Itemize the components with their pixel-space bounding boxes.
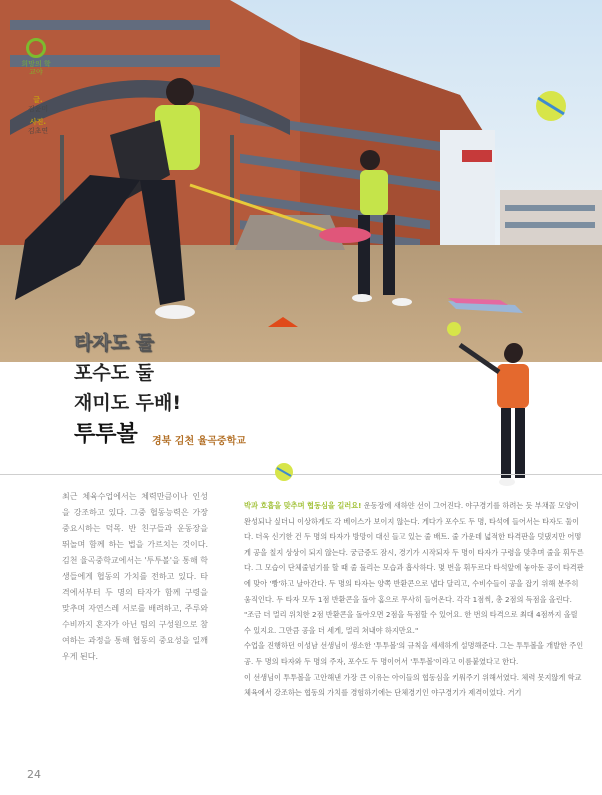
writer-name: 김윤미 [27,105,49,113]
body-paragraph-3: 이 선생님이 투투볼을 고안해낸 가장 큰 이유는 아이들의 협동심을 키워주기 위해서였다. 체력 못지않게 학교체육에서 강조하는 협동의 가치를 경험하기에는 단체경기인 야구경기가 제격이었다. 거기 [244,672,582,698]
photographer-name: 김초연 [27,127,49,135]
badge-ring-icon [26,38,46,58]
subheading: 박과 호흡을 맞추며 협동심을 길러요! [244,501,362,510]
hero-photo [0,0,602,362]
writer-label: 글. [33,96,43,104]
page-number: 24 [27,768,41,781]
tutuball-icon [274,462,294,482]
title-main: 투투볼 [74,422,138,447]
section-divider [0,474,602,475]
throwing-student-figure [455,340,545,490]
teacher-quote: "조금 더 멀리 위치한 2점 반환콘을 돌아오면 2점을 득점할 수 있어요. 한 번의 타격으로 최대 4점까지 올릴 수 있지요. 그만큼 공을 더 세게, 멀리 쳐내야 하지만요." [244,610,578,635]
credits [22,96,54,136]
intro-paragraph: 최근 체육수업에서는 체력만큼이나 인성을 강조하고 있다. 그중 협동능력은 가장 중요시하는 덕목. 반 친구들과 운동장을 뛰놀며 함께 하는 법을 가르치는 것이다. 김천 율곡중학교에서는 '투투볼'을 통해 학생들에게 협동의 가치를 전하고 있다. 타격에서부터 두 명의 타자가 함께 구령을 맞추며 자연스레 서로를 배려하고, 주루와 수비까지 혼자가 아닌 팀의 구성원으로 참여하는 과정을 통해 협동의 중요성을 일깨우게 된다. [62,492,208,661]
article-body [244,498,584,701]
body-text-1: 운동장에 새하얀 선이 그어진다. 야구경기를 하려는 듯 부채꼴 모양이 완성되나 싶더니 이상하게도 각 베이스가 보이지 않는다. 게다가 포수도 두 명, 타석에 들어서는 타자도 둘이다. 더욱 신기한 건 두 명의 타자가 방망이 대신 들고 있는 줄 배트. 줄 가운데 넓적한 타격판을 덧댔지만 어떻게 공을 칠지 상상이 되지 않는다. 궁금증도 잠시, 경기가 시작되자 두 명이 타자가 구령을 맞추며 줄을 휘두른다. 그 모습이 단체줄넘기를 할 때 줄 돌리는 모습과 흡사하다. 몇 번을 휘두르다 타석앞에 놓아둔 공이 타격판에 맞아 '빵'하고 날아간다. 두 명의 타자는 양쪽 반환콘으로 냅다 달리고, 수비수들이 공을 잡기 위해 분주히 움직인다. 두 타자 모두 1점 반환콘을 돌아 홈으로 무사히 들어온다. 각각 1점씩, 총 2점의 득점을 올린다. [244,501,584,604]
schoolyard-illustration [0,0,602,362]
school-name: 경북 김천 율곡중학교 [152,436,246,447]
photo-label: 사진. [29,118,47,126]
badge-label: 희망의 학교야 [21,60,51,76]
body-paragraph-2: 수업을 진행하던 이성남 선생님이 생소한 '투투볼'의 규칙을 세세하게 설명해준다. 그는 투투볼을 개발한 주인공. 두 명의 타자와 두 명의 주자, 포수도 두 명이어서 '투투볼'이라고 이름붙였다고 한다. [244,641,584,666]
title-line-3: 재미도 두배! [74,392,182,414]
title-line-2: 포수도 둘 [74,362,155,384]
title-line-1: 타자도 둘 [74,332,155,354]
section-badge [20,38,52,76]
body-paragraph-1 [244,498,584,607]
